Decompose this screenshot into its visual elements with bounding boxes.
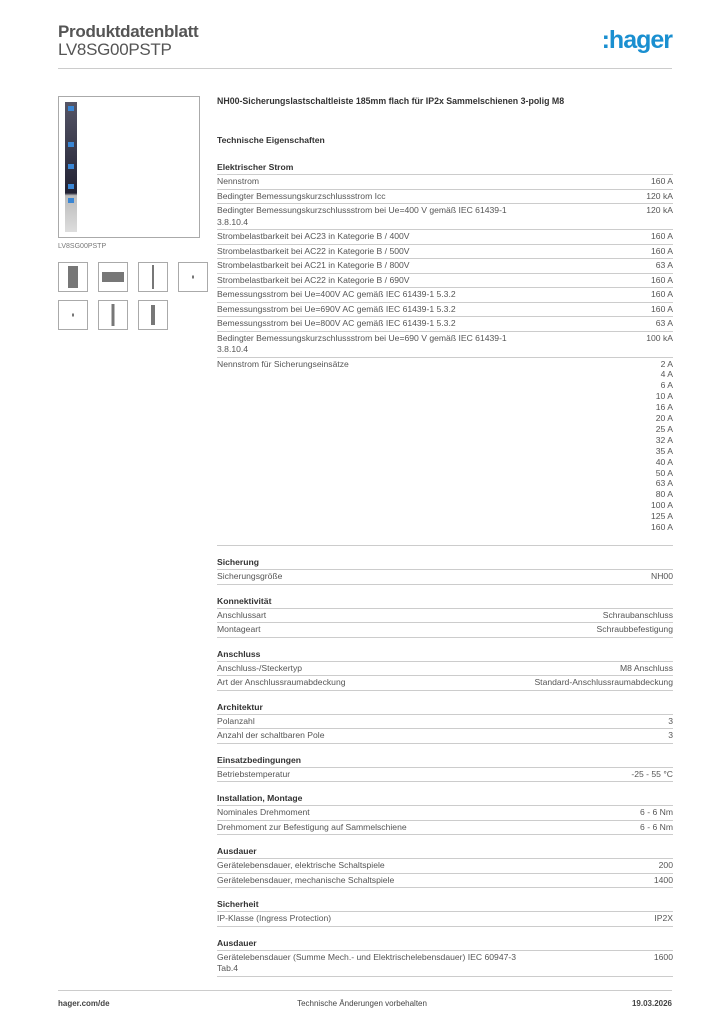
spec-label: Bemessungsstrom bei Ue=800V AC gemäß IEC 61439-1 5.3.2	[217, 318, 456, 328]
spec-label: Bedingter Bemessungskurzschlussstrom bei Ue=400 V gemäß IEC 61439-1 3.8.10.4	[217, 205, 507, 227]
spec-label: Bedingter Bemessungskurzschlussstrom bei Ue=690 V gemäß IEC 61439-1 3.8.10.4	[217, 332, 507, 354]
spec-row	[217, 859, 673, 874]
fuse-rating-value: 20 A	[655, 413, 673, 424]
spec-label: Drehmoment zur Befestigung auf Sammelschiene	[217, 821, 407, 832]
spec-label: Strombelastbarkeit bei AC22 in Kategorie B / 500V	[217, 245, 410, 256]
spec-label: Art der Anschlussraumabdeckung	[217, 677, 346, 687]
spec-row	[217, 676, 673, 691]
spec-value: 120 kA	[646, 190, 673, 201]
image-caption: LV8SG00PSTP	[58, 243, 107, 250]
spec-label: Strombelastbarkeit bei AC23 in Kategorie B / 400V	[217, 231, 410, 241]
spec-value: NH00	[651, 571, 673, 581]
spec-value: 200	[658, 860, 673, 870]
thumbnail-5[interactable]	[58, 300, 88, 330]
spec-label: Betriebstemperatur	[217, 768, 291, 779]
thumbnail-picture	[112, 304, 115, 326]
footer-note: Technische Änderungen vorbehalten	[297, 999, 427, 1008]
section-heading: Elektrischer Strom	[217, 161, 673, 175]
fuse-rating-value: 40 A	[655, 456, 673, 467]
fuse-rating-value: 80 A	[655, 489, 673, 500]
spec-label: Bemessungsstrom bei Ue=400V AC gemäß IEC 61439-1 5.3.2	[217, 289, 456, 299]
fuse-rating-value: 100 A	[651, 500, 673, 511]
spec-label: Gerätelebensdauer, mechanische Schaltspiele	[217, 874, 395, 885]
spec-row	[217, 303, 673, 318]
spec-row	[217, 821, 673, 836]
spec-row	[217, 806, 673, 821]
spec-label: Nennstrom	[217, 176, 260, 186]
spec-row	[217, 259, 673, 274]
spec-value: 160 A	[651, 245, 673, 256]
spec-value: 63 A	[655, 260, 673, 270]
product-picture	[65, 102, 77, 232]
spec-panel	[217, 96, 673, 977]
section-heading: Installation, Montage	[217, 792, 673, 806]
section-heading: Konnektivität	[217, 595, 673, 609]
thumbnail-picture	[72, 314, 74, 317]
thumbnail-1[interactable]	[58, 262, 88, 292]
fuse-rating-list	[651, 359, 673, 534]
spec-value: M8 Anschluss	[619, 662, 673, 673]
fuse-rating-value: 10 A	[655, 391, 673, 402]
spec-label: Strombelastbarkeit bei AC22 in Kategorie B / 690V	[217, 274, 410, 285]
spec-row	[217, 570, 673, 585]
spec-value: -25 - 55 °C	[631, 768, 673, 779]
fuse-rating-value: 4 A	[660, 369, 673, 380]
spec-row	[217, 317, 673, 332]
fuse-rating-value: 35 A	[655, 445, 673, 456]
hager-logo: :hager	[601, 26, 672, 54]
section-heading: Ausdauer	[217, 937, 673, 951]
spec-value: 3	[668, 715, 673, 726]
fuse-rating-value: 32 A	[655, 434, 673, 445]
thumbnail-4[interactable]	[178, 262, 208, 292]
spec-value: 120 kA	[646, 205, 673, 215]
fuse-rating-value: 16 A	[655, 402, 673, 413]
spec-label: Sicherungsgröße	[217, 571, 283, 581]
section-heading: Ausdauer	[217, 845, 673, 859]
fuse-rating-value: 6 A	[660, 380, 673, 391]
section-heading: Anschluss	[217, 648, 673, 662]
thumbnail-picture	[102, 272, 124, 282]
footer-website[interactable]: hager.com/de	[58, 999, 110, 1008]
spec-value: 160 A	[651, 274, 673, 285]
thumbnail-7[interactable]	[138, 300, 168, 330]
spec-row	[217, 609, 673, 624]
spec-label: Anschlussart	[217, 609, 267, 620]
spec-row	[217, 874, 673, 889]
spec-row	[217, 204, 673, 230]
spec-label: Gerätelebensdauer, elektrische Schaltspiele	[217, 860, 385, 870]
fuse-rating-value: 2 A	[660, 358, 673, 369]
thumbnail-2[interactable]	[98, 262, 128, 292]
tech-heading: Technische Eigenschaften	[217, 135, 325, 145]
spec-value: 6 - 6 Nm	[640, 807, 673, 817]
product-image[interactable]	[58, 96, 200, 238]
section-heading: Sicherung	[217, 556, 673, 570]
spec-label: Polanzahl	[217, 715, 255, 726]
spec-row	[217, 288, 673, 303]
fuse-rating-value: 25 A	[655, 423, 673, 434]
spec-value: 6 - 6 Nm	[640, 821, 673, 832]
fuse-rating-value: 160 A	[651, 522, 673, 533]
section-heading: Architektur	[217, 701, 673, 715]
spec-row	[217, 190, 673, 205]
spec-row	[217, 274, 673, 289]
section-heading: Sicherheit	[217, 898, 673, 912]
thumbnail-3[interactable]	[138, 262, 168, 292]
fuse-rating-value: 125 A	[651, 511, 673, 522]
spec-label: Strombelastbarkeit bei AC21 in Kategorie B / 800V	[217, 260, 410, 270]
footer-date: 19.03.2026	[631, 999, 672, 1008]
spec-value: Schraubanschluss	[602, 609, 673, 620]
product-code: LV8SG00PSTP	[58, 40, 172, 59]
spec-value: 100 kA	[646, 332, 673, 343]
spec-value: Standard-Anschlussraumabdeckung	[534, 677, 673, 687]
thumbnail-picture	[151, 305, 155, 325]
spec-value: 63 A	[655, 318, 673, 328]
spec-row	[217, 245, 673, 260]
spec-row	[217, 175, 673, 190]
spec-value: 1400	[653, 874, 673, 885]
thumbnail-picture	[68, 266, 78, 288]
thumbnail-6[interactable]	[98, 300, 128, 330]
spec-label: Montageart	[217, 624, 261, 634]
spec-label: Bemessungsstrom bei Ue=690V AC gemäß IEC 61439-1 5.3.2	[217, 303, 456, 314]
fuse-rating-value: 50 A	[655, 467, 673, 478]
thumbnail-picture	[192, 276, 194, 279]
spec-row	[217, 332, 673, 358]
header-divider	[58, 68, 672, 69]
spec-row	[217, 715, 673, 730]
document-title: Produktdatenblatt	[58, 22, 199, 41]
spec-label: Anschluss-/Steckertyp	[217, 662, 303, 673]
spec-row	[217, 951, 673, 977]
spec-row	[217, 768, 673, 783]
spec-value: 1600	[653, 951, 673, 962]
spec-value: 160 A	[651, 176, 673, 186]
spec-label: Anzahl der schaltbaren Pole	[217, 730, 325, 740]
spec-row	[217, 912, 673, 927]
spec-label: IP-Klasse (Ingress Protection)	[217, 913, 332, 923]
spec-row	[217, 623, 673, 638]
spec-value: 160 A	[651, 289, 673, 299]
spec-row-fuse-ratings	[217, 358, 673, 547]
section-heading: Einsatzbedingungen	[217, 754, 673, 768]
spec-row	[217, 662, 673, 677]
spec-value: 3	[668, 730, 673, 740]
thumbnail-picture	[152, 265, 154, 289]
spec-label: Nominales Drehmoment	[217, 807, 310, 817]
fuse-rating-value: 63 A	[655, 478, 673, 489]
footer-divider	[58, 990, 672, 991]
spec-value: Schraubbefestigung	[596, 624, 673, 634]
spec-value: 160 A	[651, 231, 673, 241]
product-title: NH00-Sicherungslastschaltleiste 185mm flach für IP2x Sammelschienen 3-polig M8	[217, 96, 565, 106]
spec-row	[217, 729, 673, 744]
spec-label: Gerätelebensdauer (Summe Mech.- und Elektrischelebensdauer) IEC 60947-3 Tab.4	[217, 951, 517, 973]
spec-value: 160 A	[651, 303, 673, 314]
spec-row	[217, 230, 673, 245]
spec-label: Nennstrom für Sicherungseinsätze	[217, 358, 349, 369]
spec-value: IP2X	[654, 913, 673, 923]
spec-label: Bedingter Bemessungskurzschlussstrom Icc	[217, 190, 386, 201]
